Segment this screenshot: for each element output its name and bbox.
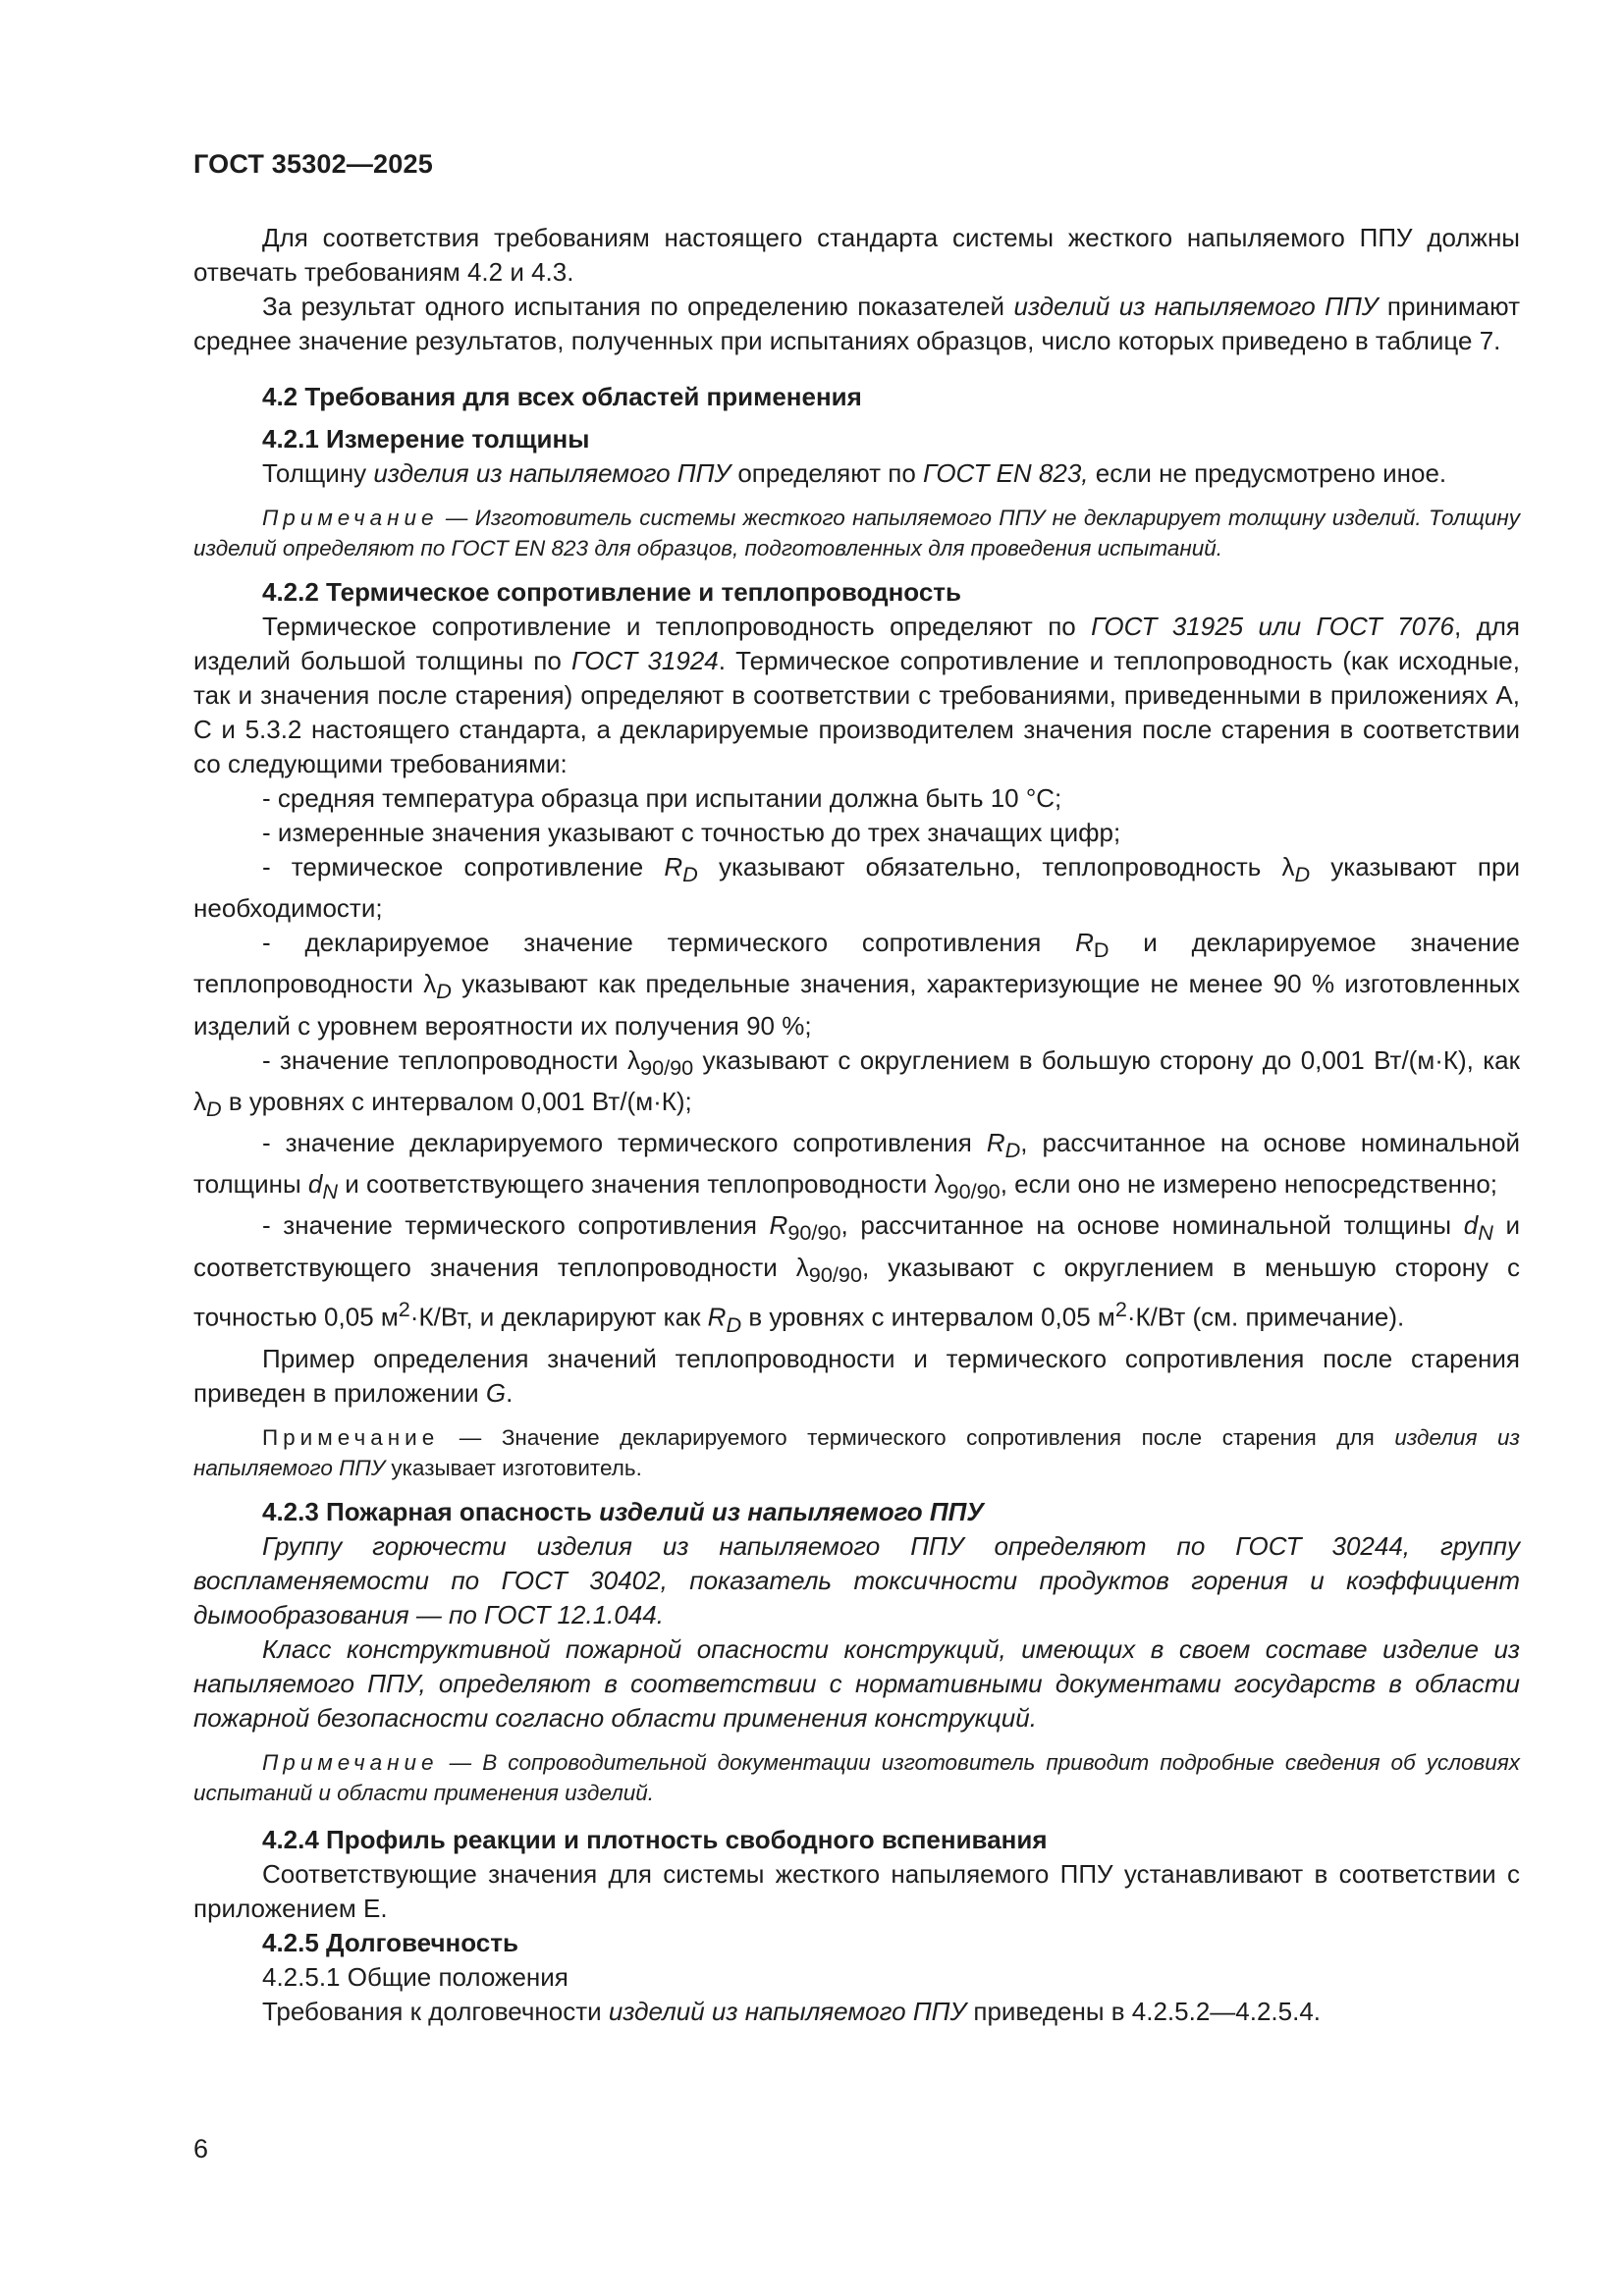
paragraph-durability: Требования к долговечности изделий из напыляемого ППУ приведены в 4.2.5.2—4.2.5.4. — [262, 1996, 1322, 2026]
note-fire: Примечание — В сопроводительной документации изготовитель приводит подробные сведения об условиях испытаний и области применения изделий. — [193, 1749, 1520, 1805]
list-item: - средняя температура образца при испытании должна быть 10 °С; — [262, 783, 1062, 813]
list-item: - значение термического сопротивления $R_{90/90}$, рассчитанное на основе номинальной толщины $d_N$ и соответствующего значения теплопроводности $\lambda_{90/90}$, указывают с округлением в меньшую сторону с точностью 0,05 $м^2\cdot К/Вт$, и декларируют как $R_D$ в уровнях с интервалом 0,05 $м^2\cdot К/Вт$ (см. примечание). — [193, 1210, 1521, 1337]
subsection-heading-4-2-5-1: 4.2.5.1 Общие положения — [262, 1961, 568, 1992]
note-thickness: Примечание — Изготовитель системы жесткого напыляемого ППУ не декларирует толщину изделий. Толщину изделий определяют по ГОСТ EN 823 для образцов, подготовленных для проведения испытаний. — [193, 506, 1520, 561]
page-number: 6 — [193, 2134, 209, 2163]
paragraph-fire-groups: Группу горючести изделия из напыляемого ППУ определяют по ГОСТ 30244, группу воспламеняемости по ГОСТ 30402, показатель токсичности продуктов горения и коэффициент дымообразования — по ГОСТ 12.1.044. — [193, 1530, 1520, 1629]
paragraph-test-result: За результат одного испытания по определению показателей изделий из напыляемого ППУ принимают среднее значение результатов, полученных при испытаниях образцов, число которых приведено в таблице 7. — [193, 292, 1520, 355]
section-heading-4-2-5: 4.2.5 Долговечность — [262, 1927, 518, 1957]
section-heading-4-2-3: 4.2.3 Пожарная опасность изделий из напыляемого ППУ — [262, 1496, 984, 1526]
note-thermal: Примечание — Значение декларируемого термического сопротивления после старения для изделия из напыляемого ППУ указывает изготовитель. — [193, 1424, 1520, 1480]
section-heading-4-2-4: 4.2.4 Профиль реакции и плотность свободного вспенивания — [262, 1824, 1048, 1854]
paragraph-reaction-profile: Соответствующие значения для системы жесткого напыляемого ППУ устанавливают в соответствии с приложением Е. — [193, 1858, 1520, 1923]
paragraph-thickness: Толщину изделия из напыляемого ППУ определяют по ГОСТ EN 823, если не предусмотрено иное. — [262, 458, 1447, 488]
list-item: - термическое сопротивление $R_D$ указывают обязательно, теплопроводность $\lambda_D$ указывают при необходимости; — [193, 852, 1520, 924]
paragraph-intro: Для соответствия требованиям настоящего стандарта системы жесткого напыляемого ППУ должны отвечать требованиям 4.2 и 4.3. — [193, 223, 1520, 287]
list-item: - значение декларируемого термического сопротивления $R_D$, рассчитанное на основе номинальной толщины $d_N$ и соответствующего значения теплопроводности $\lambda_{90/90}$, если оно не измерено непосредственно; — [193, 1127, 1521, 1204]
list-item: - значение теплопроводности $\lambda_{90/90}$ указывают с округлением в большую сторону до 0,001 Вт/(м·К), как $\lambda_D$ в уровнях с интервалом 0,001 Вт/(м·К); — [193, 1044, 1520, 1121]
document-body — [193, 221, 1520, 2029]
section-heading-4-2-2: 4.2.2 Термическое сопротивление и теплопроводность — [262, 577, 962, 607]
document-header: ГОСТ 35302—2025 — [193, 149, 433, 179]
section-heading-4-2-1: 4.2.1 Измерение толщины — [262, 424, 590, 454]
paragraph-example: Пример определения значений теплопроводности и термического сопротивления после старения приведен в приложении G. — [193, 1343, 1520, 1408]
paragraph-fire-class: Класс конструктивной пожарной опасности конструкций, имеющих в своем составе изделие из напыляемого ППУ, определяют в соответствии с нормативными документами государств в области пожарной безопасности согласно области применения конструкций. — [193, 1633, 1520, 1733]
paragraph-thermal-intro: Термическое сопротивление и теплопроводность определяют по ГОСТ 31925 или ГОСТ 7076, для изделий большой толщины по ГОСТ 31924. Термическое сопротивление и теплопроводность (как исходные, так и значения после старения) определяют в соответствии с требованиями, приведенными в приложениях А, С и 5.3.2 настоящего стандарта, а декларируемые производителем значения после старения в соответствии со следующими требованиями: — [193, 612, 1520, 778]
section-heading-4-2: 4.2 Требования для всех областей применения — [262, 382, 862, 411]
list-item: - измеренные значения указывают с точностью до трех значащих цифр; — [262, 818, 1121, 847]
list-item: - декларируемое значение термического сопротивления $R_D$ и декларируемое значение теплопроводности $\lambda_D$ указывают как предельные значения, характеризующие не менее 90 % изготовленных изделий с уровнем вероятности их получения 90 %; — [193, 928, 1520, 1041]
